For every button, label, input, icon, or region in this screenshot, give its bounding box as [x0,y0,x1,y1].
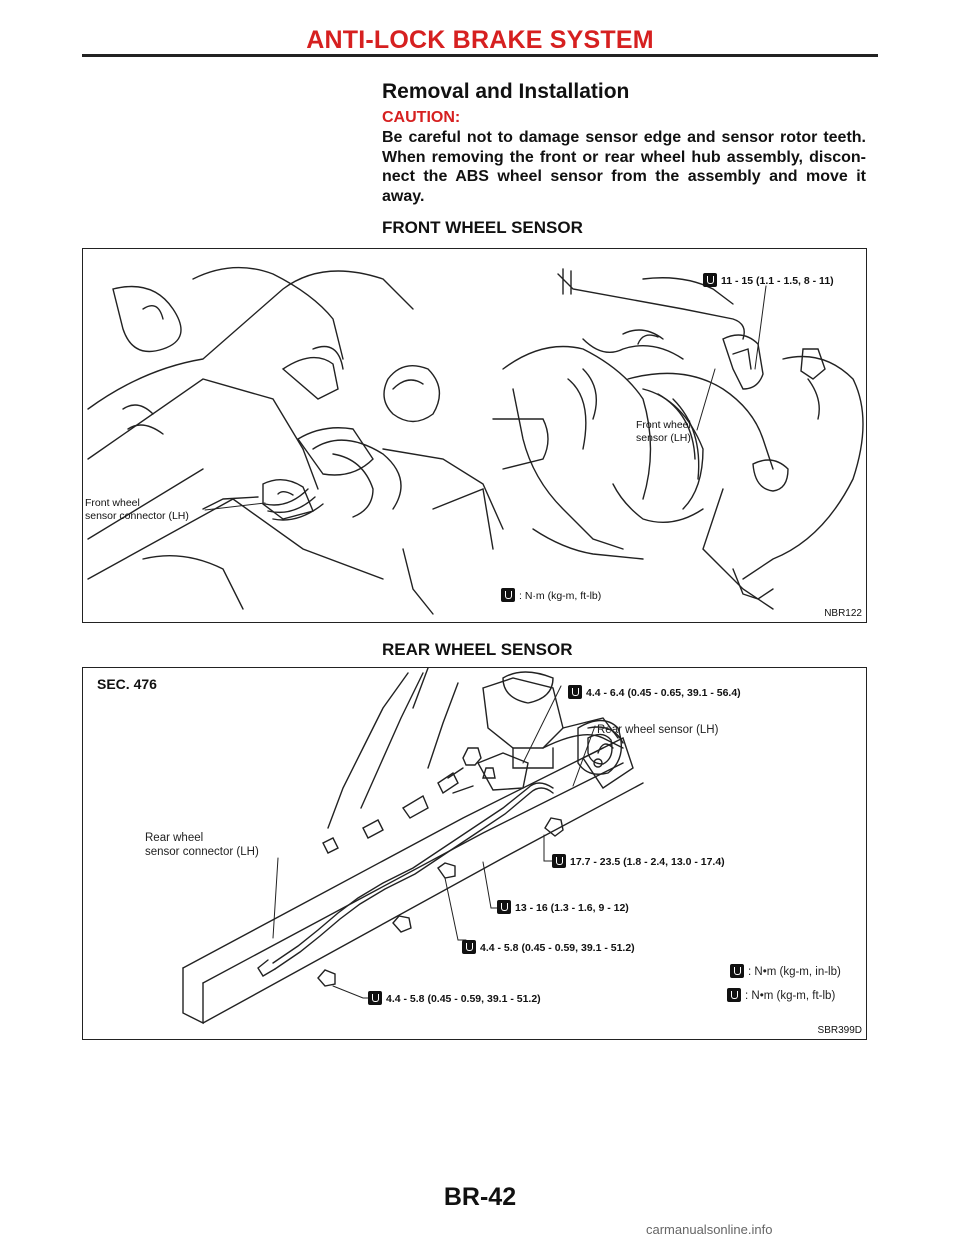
rear-wheel-sensor-heading: REAR WHEEL SENSOR [382,640,573,659]
front-figure-code: NBR122 [824,608,862,619]
watermark-link[interactable]: carmanualsonline.info [646,1222,773,1237]
front-sensor-label: Front wheel sensor (LH) [636,419,691,444]
wrench-icon [552,854,566,868]
rear-torque-5-label: 4.4 - 5.8 (0.45 - 0.59, 39.1 - 51.2) [368,991,541,1006]
rear-connector-label: Rear wheel sensor connector (LH) [145,832,259,858]
rear-torque-4-label: 4.4 - 5.8 (0.45 - 0.59, 39.1 - 51.2) [462,940,635,955]
front-wheel-sensor-illustration [83,249,866,622]
header-rule [82,54,878,57]
rear-torque-3-label: 13 - 16 (1.3 - 1.6, 9 - 12) [497,900,629,915]
rear-figure-code: SBR399D [817,1025,862,1036]
front-wheel-sensor-figure [82,248,867,623]
caution-text: Be careful not to damage sensor edge and sensor rotor teeth. When removing the front or rear wheel hub assembly, discon-nect the ABS wheel sensor from the assembly and move it away. [382,129,866,205]
rear-torque-2-label: 17.7 - 23.5 (1.8 - 2.4, 13.0 - 17.4) [552,854,725,869]
wrench-icon [727,988,741,1002]
wrench-icon [368,991,382,1005]
caution-label: CAUTION: [382,109,461,126]
front-connector-label: Front wheel sensor connector (LH) [85,497,189,522]
rear-torque-1-label: 4.4 - 6.4 (0.45 - 0.65, 39.1 - 56.4) [568,685,741,700]
rear-sensor-label: Rear wheel sensor (LH) [597,724,719,736]
rear-unit-legend-2: : N•m (kg-m, ft-lb) [727,988,835,1003]
wrench-icon [501,588,515,602]
wrench-icon [703,273,717,287]
sec-label: SEC. 476 [97,676,157,692]
wrench-icon [730,964,744,978]
rear-wheel-sensor-figure [82,667,867,1040]
wrench-icon [568,685,582,699]
wrench-icon [497,900,511,914]
front-torque-label: 11 - 15 (1.1 - 1.5, 8 - 11) [703,273,834,288]
rear-unit-legend-1: : N•m (kg-m, in-lb) [730,964,841,979]
wrench-icon [462,940,476,954]
front-wheel-sensor-heading: FRONT WHEEL SENSOR [382,218,583,237]
page-header-title: ANTI-LOCK BRAKE SYSTEM [306,26,654,54]
front-unit-legend: : N·m (kg-m, ft-lb) [501,588,601,603]
section-title: Removal and Installation [382,80,630,103]
page-number: BR-42 [443,1183,517,1211]
